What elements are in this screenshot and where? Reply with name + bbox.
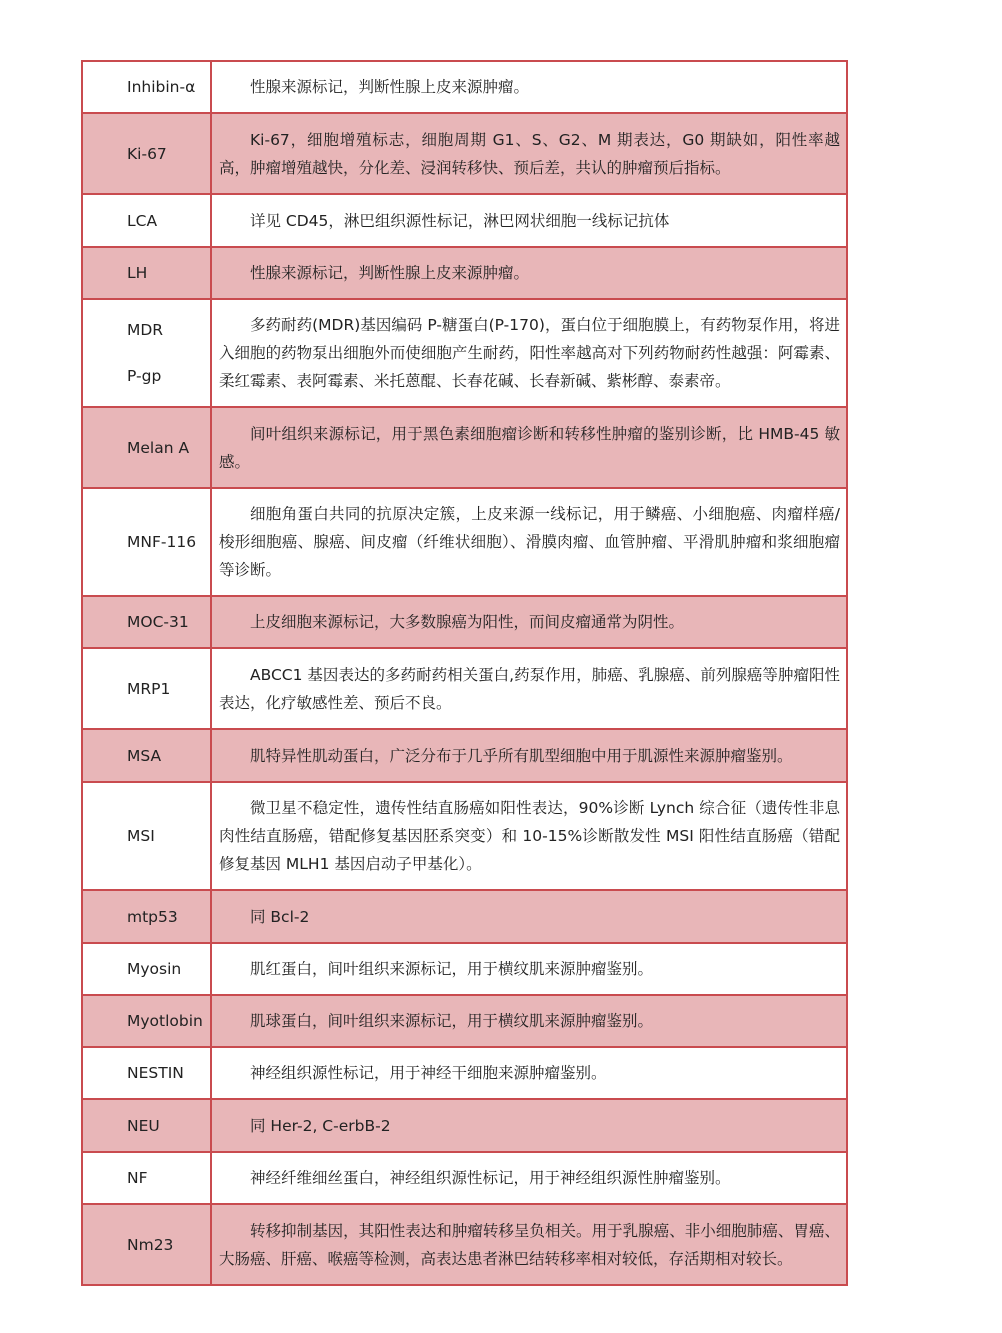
marker-description: 性腺来源标记，判断性腺上皮来源肿瘤。 — [211, 247, 847, 299]
table-row — [82, 1152, 847, 1204]
table-row — [82, 1047, 847, 1099]
marker-name: MNF-116 — [127, 533, 197, 551]
table-row — [82, 407, 847, 488]
marker-description: 肌红蛋白，间叶组织来源标记，用于横纹肌来源肿瘤鉴别。 — [211, 943, 847, 995]
marker-name-cell — [82, 729, 211, 782]
marker-description: 肌特异性肌动蛋白，广泛分布于几乎所有肌型细胞中用于肌源性来源肿瘤鉴别。 — [211, 729, 847, 782]
marker-description: 细胞角蛋白共同的抗原决定簇，上皮来源一线标记，用于鳞癌、小细胞癌、肉瘤样癌/梭形细胞癌、腺癌、间皮瘤（纤维状细胞）、滑膜肉瘤、血管肿瘤、平滑肌肿瘤和浆细胞瘤等诊断。 — [211, 488, 847, 596]
marker-description: 同 Her-2, C-erbB-2 — [211, 1099, 847, 1152]
marker-name: NESTIN — [127, 1064, 184, 1082]
marker-name-cell — [82, 299, 211, 407]
table-row — [82, 299, 847, 407]
marker-name-cell — [82, 890, 211, 943]
table-row — [82, 113, 847, 194]
marker-description: 多药耐药(MDR)基因编码 P-糖蛋白(P-170)，蛋白位于细胞膜上，有药物泵作用，将进入细胞的药物泵出细胞外而使细胞产生耐药，阳性率越高对下列药物耐药性越强：阿霉素、柔红霉素、表阿霉素、米托蒽醌、长春花碱、长春新碱、紫彬醇、泰素帝。 — [211, 299, 847, 407]
table-row — [82, 247, 847, 299]
marker-name-cell — [82, 1047, 211, 1099]
marker-name: MSA — [127, 746, 162, 765]
table-row — [82, 61, 847, 113]
marker-name-cell — [82, 1152, 211, 1204]
marker-name-cell — [82, 247, 211, 299]
table-row — [82, 648, 847, 729]
marker-description: 同 Bcl-2 — [211, 890, 847, 943]
marker-name: LH — [127, 264, 148, 282]
marker-name-cell — [82, 113, 211, 194]
marker-description: 微卫星不稳定性，遗传性结直肠癌如阳性表达，90%诊断 Lynch 综合征（遗传性非息肉性结直肠癌，错配修复基因胚系突变）和 10-15%诊断散发性 MSI 阳性结直肠癌（错配修复基因 MLH1 基因启动子甲基化）。 — [211, 782, 847, 890]
marker-name: Nm23 — [127, 1235, 174, 1254]
marker-description: 间叶组织来源标记，用于黑色素细胞瘤诊断和转移性肿瘤的鉴别诊断，比 HMB-45 敏感。 — [211, 407, 847, 488]
marker-name-cell — [82, 1204, 211, 1285]
marker-description: 肌球蛋白，间叶组织来源标记，用于横纹肌来源肿瘤鉴别。 — [211, 995, 847, 1047]
marker-name: MSI — [127, 827, 155, 845]
marker-table-body — [82, 61, 847, 1285]
marker-description: 转移抑制基因，其阳性表达和肿瘤转移呈负相关。用于乳腺癌、非小细胞肺癌、胃癌、大肠癌、肝癌、喉癌等检测，高表达患者淋巴结转移率相对较低，存活期相对较长。 — [211, 1204, 847, 1285]
marker-name: Ki-67 — [127, 144, 167, 163]
marker-name: NF — [127, 1169, 148, 1187]
table-row — [82, 890, 847, 943]
marker-name: MOC-31 — [127, 613, 189, 631]
table-row — [82, 943, 847, 995]
table-row — [82, 596, 847, 648]
marker-table — [81, 60, 848, 1286]
marker-name: Inhibin-α — [127, 78, 196, 96]
marker-name-cell — [82, 782, 211, 890]
marker-description: Ki-67，细胞增殖标志，细胞周期 G1、S、G2、M 期表达，G0 期缺如，阳性率越高，肿瘤增殖越快，分化差、浸润转移快、预后差，共认的肿瘤预后指标。 — [211, 113, 847, 194]
marker-name: mtp53 — [127, 907, 178, 926]
marker-description: 性腺来源标记，判断性腺上皮来源肿瘤。 — [211, 61, 847, 113]
table-row — [82, 488, 847, 596]
table-row — [82, 1099, 847, 1152]
marker-name-cell — [82, 1099, 211, 1152]
table-row — [82, 194, 847, 247]
marker-name: MDR — [127, 321, 164, 339]
marker-description: 神经纤维细丝蛋白，神经组织源性标记，用于神经组织源性肿瘤鉴别。 — [211, 1152, 847, 1204]
marker-name: Myotlobin — [127, 1012, 203, 1030]
table-row — [82, 782, 847, 890]
marker-name: MRP1 — [127, 679, 171, 698]
marker-name: P-gp — [127, 367, 162, 385]
marker-description: 详见 CD45，淋巴组织源性标记，淋巴网状细胞一线标记抗体 — [211, 194, 847, 247]
marker-description: 上皮细胞来源标记，大多数腺癌为阳性，而间皮瘤通常为阴性。 — [211, 596, 847, 648]
marker-name-cell — [82, 407, 211, 488]
table-row — [82, 995, 847, 1047]
marker-name: Melan A — [127, 438, 190, 457]
marker-name: NEU — [127, 1116, 160, 1135]
marker-name-cell — [82, 61, 211, 113]
marker-description: ABCC1 基因表达的多药耐药相关蛋白,药泵作用，肺癌、乳腺癌、前列腺癌等肿瘤阳性表达，化疗敏感性差、预后不良。 — [211, 648, 847, 729]
marker-name-cell — [82, 488, 211, 596]
table-row — [82, 729, 847, 782]
marker-name-cell — [82, 596, 211, 648]
marker-name-cell — [82, 194, 211, 247]
marker-name: Myosin — [127, 960, 182, 978]
marker-name-cell — [82, 943, 211, 995]
table-row — [82, 1204, 847, 1285]
marker-description: 神经组织源性标记，用于神经干细胞来源肿瘤鉴别。 — [211, 1047, 847, 1099]
marker-name: LCA — [127, 211, 158, 230]
marker-name-cell — [82, 648, 211, 729]
marker-name-cell — [82, 995, 211, 1047]
